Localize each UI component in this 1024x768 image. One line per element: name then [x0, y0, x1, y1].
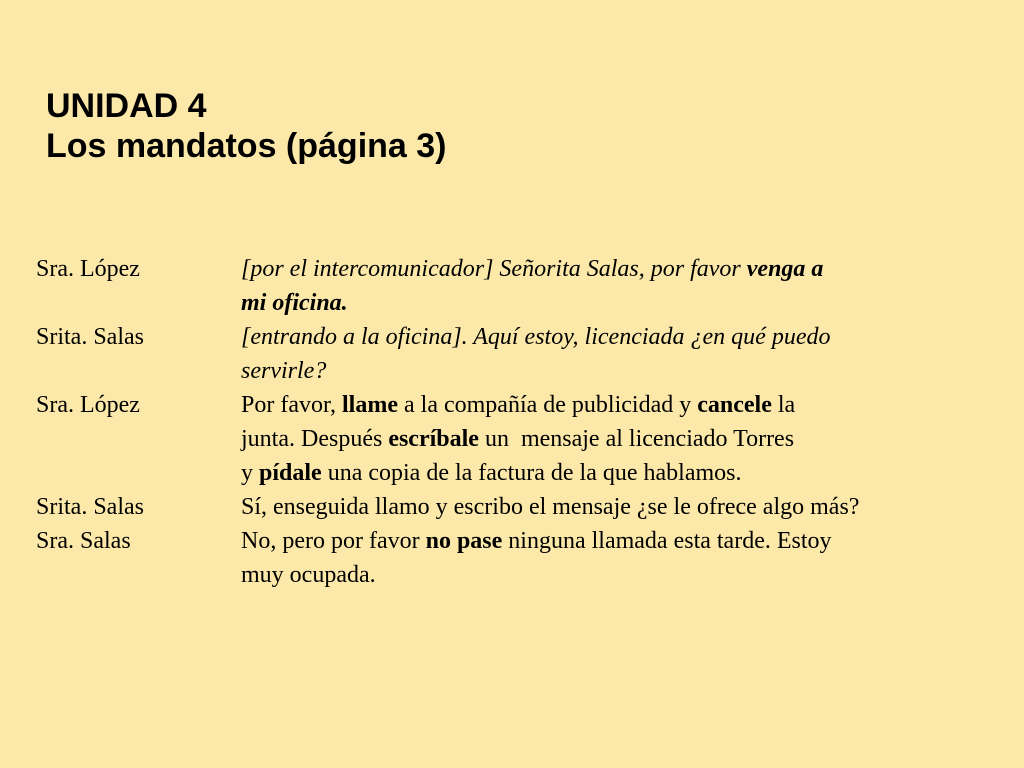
command-verb: pídale — [259, 460, 322, 486]
command-verb: escríbale — [388, 426, 479, 452]
speech-line — [241, 320, 1006, 354]
speech-text — [241, 320, 1006, 388]
speech-segment: una copia de la factura de la que hablamos. — [321, 460, 742, 486]
speech-line — [241, 388, 1006, 422]
speech-line — [241, 354, 1006, 388]
dialogue-turn — [36, 252, 1006, 320]
speech-line — [241, 252, 1006, 286]
speech-line — [241, 456, 1006, 490]
speech-text — [241, 490, 1006, 524]
speech-segment: la — [771, 392, 796, 418]
speaker-name: Srita. Salas — [36, 324, 144, 350]
speech-segment: ninguna llamada esta tarde. Estoy — [502, 528, 832, 554]
speech-segment: junta. Después — [241, 426, 389, 452]
speech-text — [241, 252, 1006, 320]
speech-line — [241, 490, 1006, 524]
speech-segment: [entrando a la oficina]. Aquí estoy, licenciada ¿en qué puedo — [241, 324, 831, 350]
speech-segment: Sí, enseguida llamo y escribo el mensaje ¿se le ofrece algo más? — [241, 494, 860, 520]
title-unit: UNIDAD 4 — [46, 87, 207, 125]
command-verb: mi oficina. — [241, 290, 348, 316]
command-verb: llame — [342, 392, 398, 418]
speech-segment: y — [241, 460, 259, 486]
dialogue-turn — [36, 490, 1006, 524]
speech-segment: [por el intercomunicador] Señorita Salas, por favor — [241, 256, 747, 282]
speech-segment: un mensaje al licenciado Torres — [478, 426, 795, 452]
speech-line — [241, 286, 1006, 320]
speaker-name: Srita. Salas — [36, 494, 144, 520]
speech-segment: servirle? — [241, 358, 327, 384]
slide-title — [46, 86, 447, 166]
dialogue-turn — [36, 524, 1006, 592]
speech-segment: Por favor, — [241, 392, 343, 418]
command-verb: no pase — [425, 528, 503, 554]
title-topic: Los mandatos (página 3) — [46, 127, 447, 165]
dialogue — [36, 252, 1006, 592]
speech-line — [241, 422, 1006, 456]
command-verb: venga a — [746, 256, 824, 282]
command-verb: cancele — [697, 392, 772, 418]
speech-segment: muy ocupada. — [241, 562, 376, 588]
speech-segment: No, pero por favor — [241, 528, 426, 554]
dialogue-turn — [36, 388, 1006, 490]
speaker-name: Sra. López — [36, 392, 140, 418]
speech-text — [241, 524, 1006, 592]
speech-segment: a la compañía de publicidad y — [398, 392, 698, 418]
dialogue-turn — [36, 320, 1006, 388]
speaker-name: Sra. Salas — [36, 528, 131, 554]
speech-line — [241, 558, 1006, 592]
speaker-name: Sra. López — [36, 256, 140, 282]
speech-line — [241, 524, 1006, 558]
speech-text — [241, 388, 1006, 490]
